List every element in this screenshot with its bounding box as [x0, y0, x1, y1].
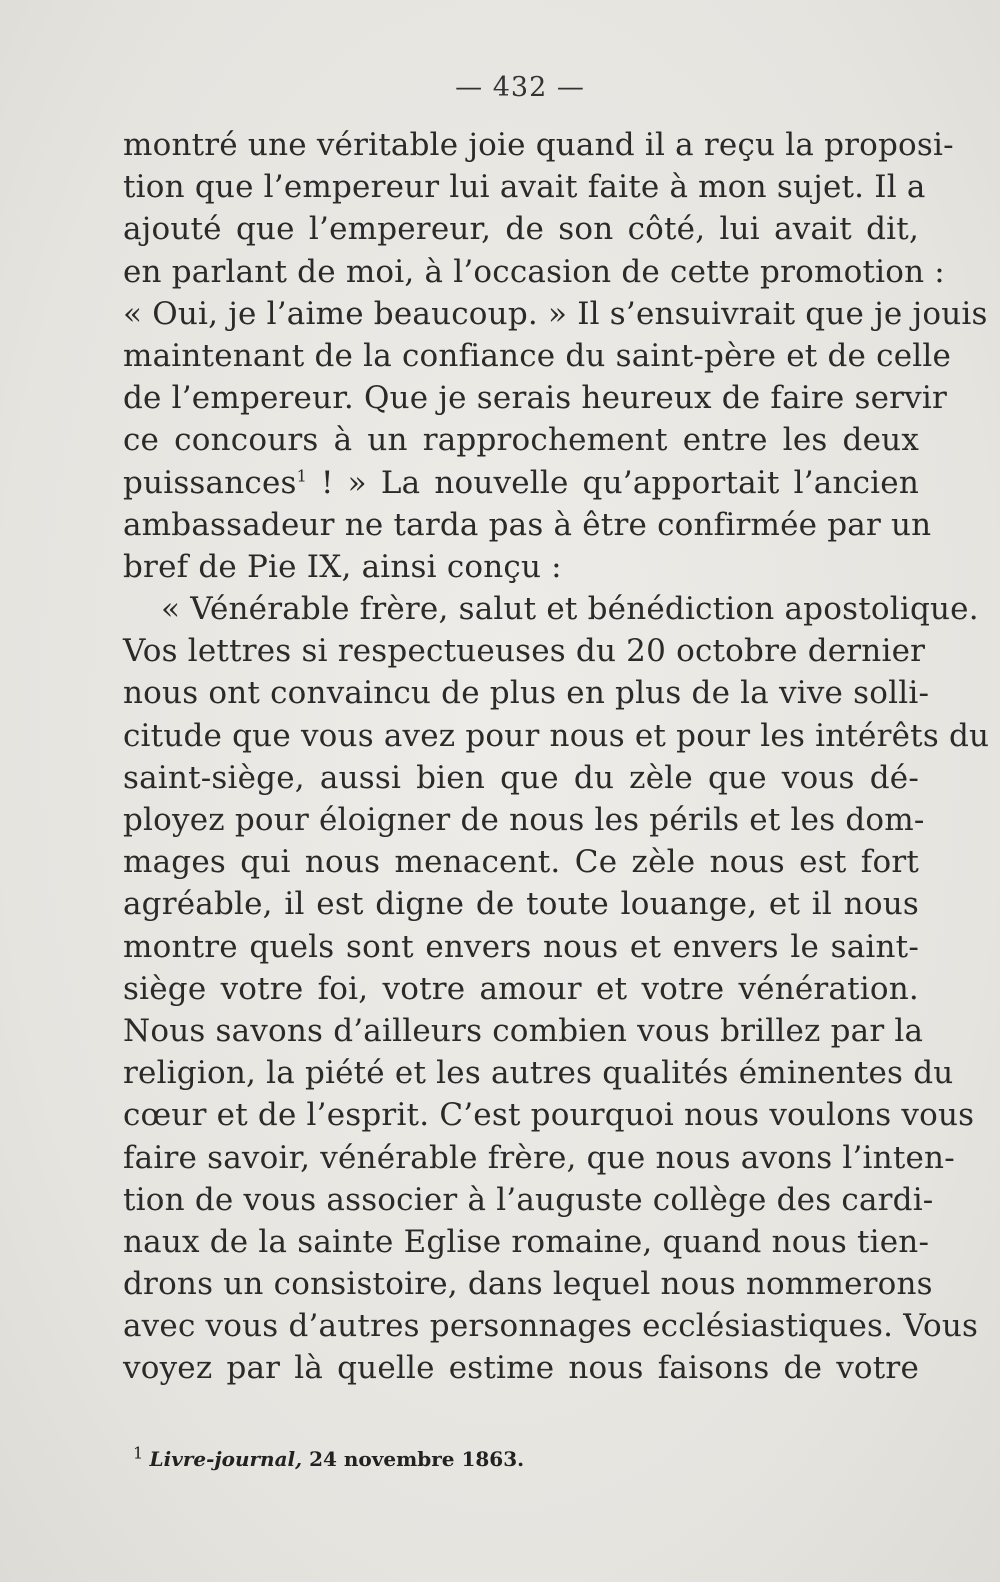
text-line: montré une véritable joie quand il a reçu la proposi-	[123, 127, 954, 163]
footnote-number: 1	[133, 1443, 144, 1463]
text-line: saint-siège, aussi bien que du zèle que vous dé-	[123, 759, 919, 796]
text-line: siège votre foi, votre amour et votre vénération.	[123, 970, 919, 1007]
text-line: religion, la piété et les autres qualités éminentes du	[123, 1055, 954, 1092]
text-line: faire savoir, vénérable frère, que nous avons l’inten-	[123, 1139, 955, 1176]
text-line: mages qui nous menacent. Ce zèle nous est fort	[123, 844, 919, 881]
text-line: tion que l’empereur lui avait faite à mon sujet. Il a	[123, 169, 926, 206]
text-line: « Oui, je l’aime beaucoup. » Il s’ensuivrait que je jouis	[123, 295, 988, 332]
footnote-date: 24 novembre 1863.	[302, 1447, 525, 1471]
text-line: citude que vous avez pour nous et pour les intérêts du	[123, 717, 990, 754]
footnote-reference: 1	[296, 466, 307, 486]
text-line: cœur et de l’esprit. C’est pourquoi nous voulons vous	[123, 1097, 975, 1134]
text-fragment: puissances	[123, 464, 297, 501]
text-line: ambassadeur ne tarda pas à être confirmée par un	[123, 506, 932, 543]
text-line: nous ont convaincu de plus en plus de la vive solli-	[123, 675, 930, 712]
text-line: ployez pour éloigner de nous les périls et les dom-	[123, 802, 925, 838]
text-line: voyez par là quelle estime nous faisons de votre	[123, 1350, 919, 1387]
page-number: — 432 —	[455, 72, 585, 103]
text-line: maintenant de la confiance du saint-père et de celle	[123, 337, 952, 374]
footnote	[133, 1443, 525, 1471]
text-line: agréable, il est digne de toute louange, et il nous	[123, 886, 919, 923]
footnote-source-title: Livre-journal,	[149, 1447, 303, 1471]
text-line: naux de la sainte Eglise romaine, quand nous tien-	[123, 1223, 930, 1260]
text-line: en parlant de moi, à l’occasion de cette promotion :	[123, 253, 945, 290]
text-line: « Vénérable frère, salut et bénédiction apostolique.	[161, 591, 979, 628]
text-line: montre quels sont envers nous et envers le saint-	[123, 928, 919, 965]
text-line: avec vous d’autres personnages ecclésiastiques. Vous	[123, 1308, 979, 1345]
text-line: bref de Pie IX, ainsi conçu :	[123, 548, 562, 585]
text-line: de l’empereur. Que je serais heureux de faire servir	[123, 380, 948, 417]
text-line: ajouté que l’empereur, de son côté, lui avait dit,	[123, 211, 919, 248]
text-line: ce concours à un rapprochement entre les deux	[123, 422, 919, 459]
body-text	[123, 124, 990, 1390]
text-line: Vos lettres si respectueuses du 20 octobre dernier	[123, 633, 926, 670]
text-line: Nous savons d’ailleurs combien vous brillez par la	[123, 1012, 924, 1049]
text-fragment: ! » La nouvelle qu’apportait l’ancien	[307, 464, 919, 501]
text-line: drons un consistoire, dans lequel nous nommerons	[123, 1266, 933, 1303]
text-line: tion de vous associer à l’auguste collège des cardi-	[123, 1181, 934, 1218]
text-line-with-footnote-ref	[123, 462, 919, 504]
